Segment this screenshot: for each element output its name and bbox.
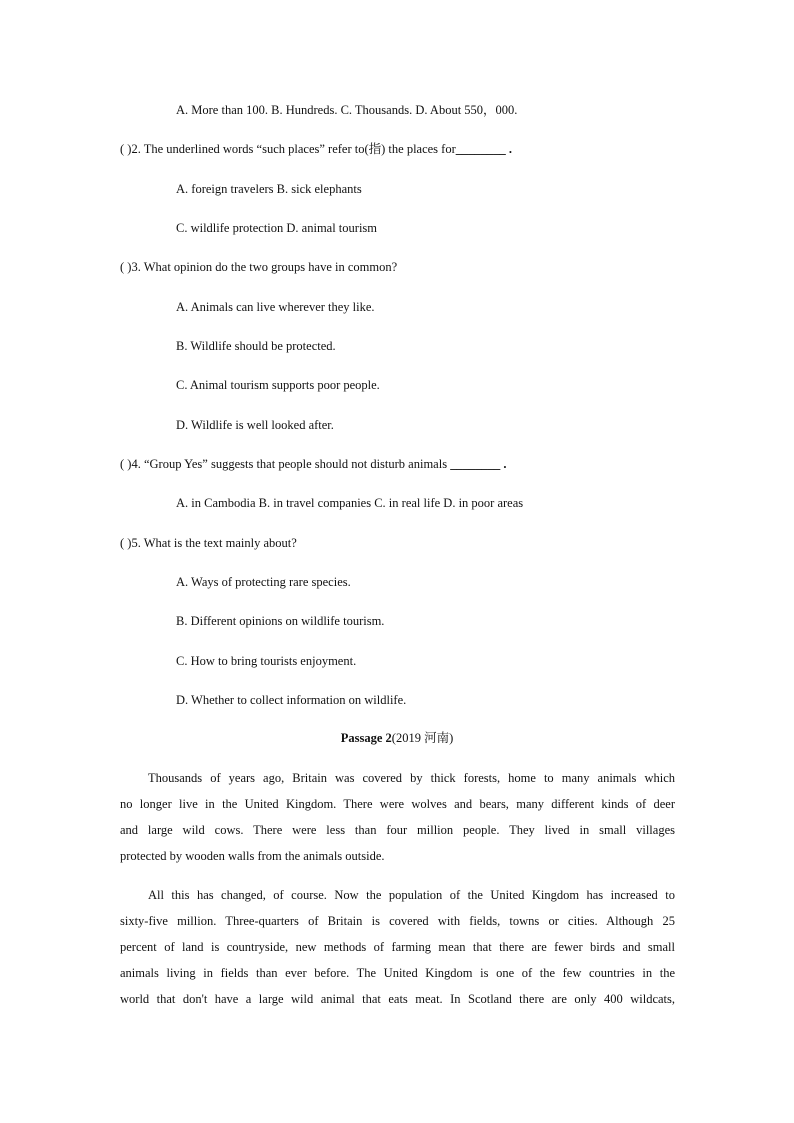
q3-option-c: C. Animal tourism supports poor people. — [176, 378, 380, 392]
q1-options: A. More than 100. B. Hundreds. C. Thousands. D. About 550，000. — [176, 103, 518, 117]
question-3 — [120, 259, 397, 275]
paragraph-line: world that don't have a large wild animal that eats meat. In Scotland there are only 400 wildcats, — [120, 992, 675, 1006]
passage-label: Passage 2 — [340, 731, 392, 745]
paragraph-line: no longer live in the United Kingdom. There were wolves and bears, many different kinds of deer — [120, 797, 675, 811]
answer-bracket[interactable]: ( ) — [120, 142, 132, 156]
question-2 — [120, 141, 512, 157]
paragraph-line: percent of land is countryside, new methods of farming mean that there are fewer birds and small — [120, 940, 675, 954]
paragraph-line: animals living in fields than ever before. The United Kingdom is one of the few countries in the — [120, 966, 675, 980]
question-text: 2. The underlined words “such places” refer to(指) the places for — [131, 142, 456, 156]
paragraph-line: and large wild cows. There were less than four million people. They lived in small villages — [120, 823, 675, 837]
passage-source: (2019 河南) — [391, 731, 454, 745]
paragraph-line: Thousands of years ago, Britain was covered by thick forests, home to many animals which — [148, 771, 675, 785]
question-5 — [120, 535, 297, 551]
question-4 — [120, 456, 506, 472]
paragraph-line: sixty-five million. Three-quarters of Britain is covered with fields, towns or cities. Although 25 — [120, 914, 675, 928]
q5-option-b: B. Different opinions on wildlife tourism. — [176, 614, 385, 628]
answer-bracket[interactable]: ( ) — [120, 260, 132, 274]
answer-blank: ________ . — [447, 457, 507, 471]
q2-option-row-1: A. foreign travelers B. sick elephants — [176, 182, 362, 196]
answer-blank: ________ . — [455, 142, 512, 156]
q3-option-a: A. Animals can live wherever they like. — [176, 300, 375, 314]
q2-option-row-2: C. wildlife protection D. animal tourism — [176, 221, 378, 235]
paragraph-1 — [120, 765, 675, 869]
paragraph-2 — [120, 882, 675, 1012]
q4-options: A. in Cambodia B. in travel companies C. in real life D. in poor areas — [176, 496, 524, 510]
passage-title — [0, 730, 794, 746]
answer-bracket[interactable]: ( ) — [120, 536, 132, 550]
question-text: 3. What opinion do the two groups have in common? — [131, 260, 398, 274]
question-text: 5. What is the text mainly about? — [131, 536, 297, 550]
q3-option-b: B. Wildlife should be protected. — [176, 339, 336, 353]
paragraph-line: protected by wooden walls from the animals outside. — [120, 849, 385, 863]
q3-option-d: D. Wildlife is well looked after. — [176, 418, 334, 432]
paragraph-line: All this has changed, of course. Now the population of the United Kingdom has increased to — [148, 888, 675, 902]
answer-bracket[interactable]: ( ) — [120, 457, 132, 471]
q5-option-c: C. How to bring tourists enjoyment. — [176, 654, 357, 668]
q5-option-d: D. Whether to collect information on wildlife. — [176, 693, 407, 707]
q5-option-a: A. Ways of protecting rare species. — [176, 575, 351, 589]
question-text: 4. “Group Yes” suggests that people should not disturb animals — [131, 457, 448, 471]
